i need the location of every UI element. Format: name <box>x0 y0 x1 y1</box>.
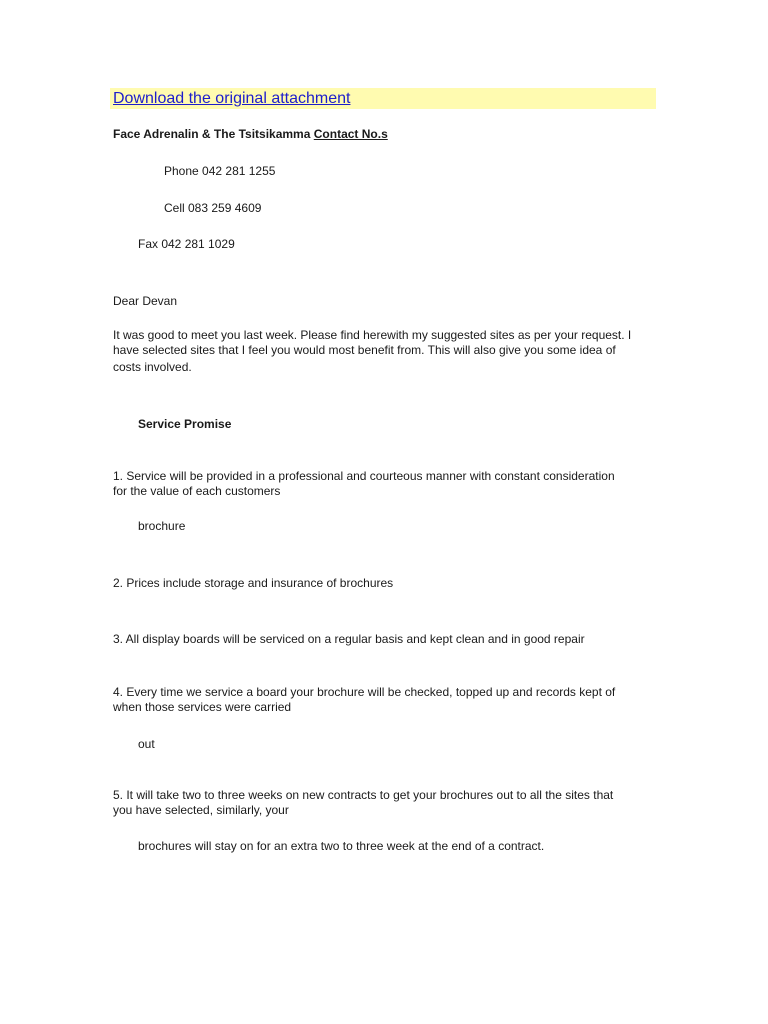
download-attachment-link[interactable]: Download the original attachment <box>113 90 351 107</box>
fax-number: Fax 042 281 1029 <box>138 237 235 251</box>
item-5-line-1: 5. It will take two to three weeks on new contracts to get your brochures out to all the sites that <box>113 788 614 802</box>
item-4-line-2: when those services were carried <box>113 700 292 714</box>
company-name: Face Adrenalin & The Tsitsikamma <box>113 127 311 141</box>
item-4-line-1: 4. Every time we service a board your brochure will be checked, topped up and records kept of <box>113 685 616 699</box>
item-1-continuation: brochure <box>138 519 186 533</box>
intro-line-2: have selected sites that I feel you would most benefit from. This will also give you some idea of <box>113 343 616 357</box>
phone-number: Phone 042 281 1255 <box>164 164 276 178</box>
salutation: Dear Devan <box>113 294 178 308</box>
intro-line-1: It was good to meet you last week. Please find herewith my suggested sites as per your request. I <box>113 328 632 342</box>
intro-line-3: costs involved. <box>113 360 192 374</box>
item-4-continuation: out <box>138 737 155 751</box>
item-5-line-2: you have selected, similarly, your <box>113 803 289 817</box>
contact-heading <box>113 126 388 142</box>
cell-number: Cell 083 259 4609 <box>164 201 262 215</box>
section-heading: Service Promise <box>138 417 232 431</box>
item-1-line-2: for the value of each customers <box>113 484 281 498</box>
item-2-line-1: 2. Prices include storage and insurance of brochures <box>113 576 394 590</box>
item-3-line-1: 3. All display boards will be serviced on a regular basis and kept clean and in good repair <box>113 632 585 646</box>
contact-numbers-label: Contact No.s <box>313 127 388 141</box>
item-1-line-1: 1. Service will be provided in a professional and courteous manner with constant consideration <box>113 469 615 483</box>
item-5-continuation: brochures will stay on for an extra two to three week at the end of a contract. <box>138 839 545 853</box>
